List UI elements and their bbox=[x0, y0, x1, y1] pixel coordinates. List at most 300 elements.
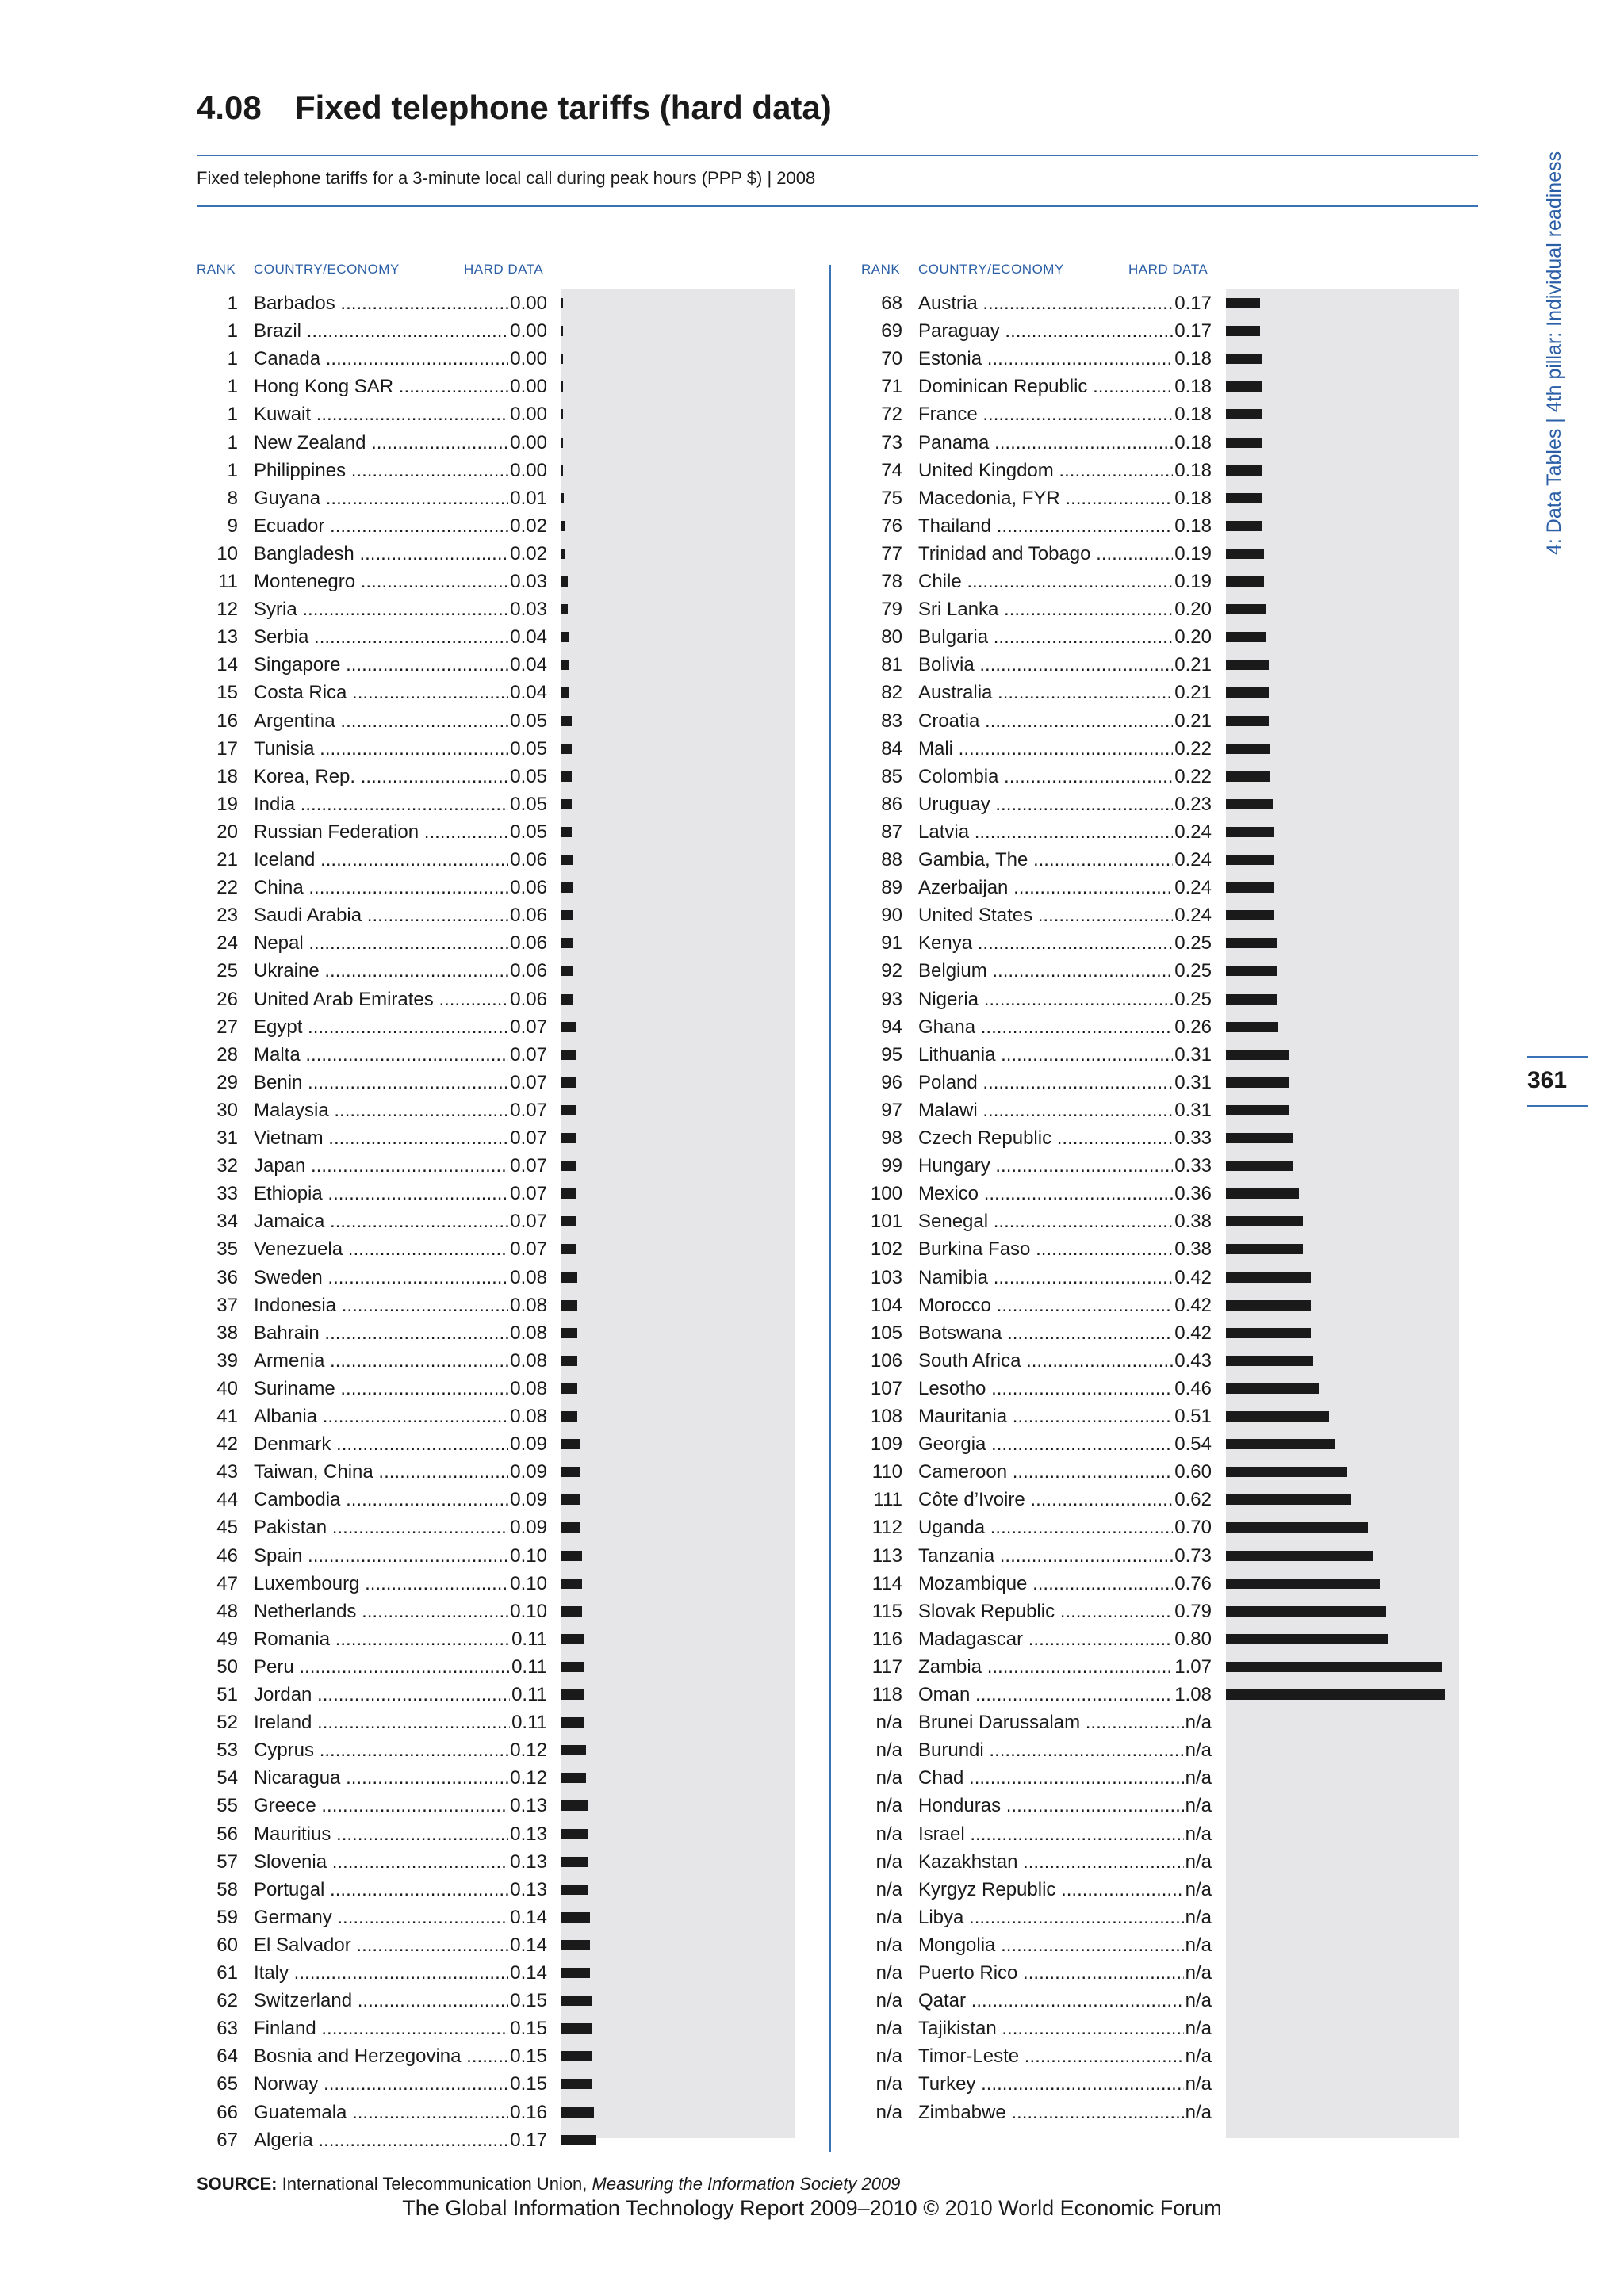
value-cell: 0.15 bbox=[508, 2071, 547, 2098]
table-number: 4.08 bbox=[197, 89, 262, 126]
rank-cell: 88 bbox=[881, 849, 902, 871]
table-row bbox=[197, 485, 795, 512]
table-row bbox=[861, 1904, 1459, 1931]
value-bar bbox=[1226, 1300, 1311, 1311]
value-cell: 0.00 bbox=[508, 457, 547, 484]
value-cell: 0.05 bbox=[508, 708, 547, 735]
page-number-rule-bottom bbox=[1527, 1105, 1588, 1107]
table-row bbox=[861, 457, 1459, 484]
value-bar bbox=[561, 298, 563, 308]
value-bar bbox=[561, 882, 573, 893]
value-bar bbox=[1226, 1161, 1293, 1171]
table-subtitle: Fixed telephone tariffs for a 3-minute local call during peak hours (PPP $) | 2008 bbox=[197, 168, 816, 188]
table-row bbox=[197, 1070, 795, 1096]
value-bar bbox=[561, 354, 563, 364]
value-cell: 0.05 bbox=[508, 819, 547, 846]
value-bar bbox=[561, 1077, 576, 1088]
value-bar bbox=[561, 1885, 588, 1895]
country-cell: Israel ..... bbox=[918, 1821, 1186, 1848]
table-row bbox=[861, 652, 1459, 679]
country-cell: Netherlands ..... bbox=[254, 1598, 522, 1625]
country-cell: Barbados ..... bbox=[254, 290, 522, 317]
country-cell: Chile ..... bbox=[918, 568, 1186, 595]
value-cell: 0.17 bbox=[508, 2127, 547, 2154]
value-bar bbox=[561, 1606, 582, 1617]
table-row bbox=[197, 902, 795, 929]
value-bar bbox=[1226, 1439, 1335, 1449]
value-cell: 0.03 bbox=[508, 596, 547, 623]
table-row bbox=[861, 1765, 1459, 1792]
value-cell: 0.43 bbox=[1173, 1348, 1212, 1375]
value-bar bbox=[1226, 938, 1277, 948]
value-bar bbox=[1226, 1050, 1289, 1060]
table-row bbox=[861, 1153, 1459, 1180]
table-row bbox=[197, 847, 795, 874]
table-row bbox=[861, 541, 1459, 568]
country-cell: Algeria ..... bbox=[254, 2127, 522, 2154]
page-number: 361 bbox=[1527, 1067, 1568, 1093]
value-cell: 0.33 bbox=[1173, 1153, 1212, 1180]
country-cell: Ecuador ..... bbox=[254, 513, 522, 540]
country-cell: Montenegro ..... bbox=[254, 568, 522, 595]
country-cell: Estonia ..... bbox=[918, 346, 1186, 373]
value-cell: 0.18 bbox=[1173, 401, 1212, 428]
value-cell: n/a bbox=[1184, 1932, 1212, 1959]
value-bar bbox=[561, 1996, 592, 2006]
value-bar bbox=[1226, 465, 1262, 476]
table-row bbox=[197, 430, 795, 457]
table-row bbox=[197, 1904, 795, 1931]
value-cell: 0.00 bbox=[508, 401, 547, 428]
rank-cell: 1 bbox=[227, 404, 238, 426]
value-bar bbox=[561, 1494, 580, 1505]
value-bar bbox=[561, 2051, 592, 2061]
value-bar bbox=[561, 1773, 586, 1783]
value-bar bbox=[561, 771, 572, 782]
value-cell: 0.08 bbox=[508, 1265, 547, 1292]
value-cell: n/a bbox=[1184, 1960, 1212, 1987]
country-cell: France ..... bbox=[918, 401, 1186, 428]
table-row bbox=[861, 1598, 1459, 1625]
table-row bbox=[197, 624, 795, 651]
value-bar bbox=[1226, 994, 1277, 1004]
value-bar bbox=[1226, 1105, 1289, 1115]
value-cell: 1.07 bbox=[1173, 1654, 1212, 1681]
table-row bbox=[197, 1737, 795, 1764]
value-cell: 0.07 bbox=[508, 1125, 547, 1152]
rank-cell: 75 bbox=[881, 487, 902, 509]
value-bar bbox=[1226, 632, 1266, 642]
rank-cell: 30 bbox=[216, 1099, 238, 1121]
country-cell: Ethiopia ..... bbox=[254, 1181, 522, 1207]
rank-cell: 49 bbox=[216, 1628, 238, 1650]
rank-cell: 60 bbox=[216, 1934, 238, 1956]
value-cell: 0.13 bbox=[508, 1821, 547, 1848]
value-cell: 0.70 bbox=[1173, 1514, 1212, 1541]
country-cell: Brunei Darussalam ..... bbox=[918, 1709, 1186, 1736]
value-bar bbox=[561, 966, 573, 976]
rank-cell: 44 bbox=[216, 1489, 238, 1511]
rank-cell: 11 bbox=[218, 571, 238, 592]
table-row bbox=[861, 1849, 1459, 1876]
value-cell: 0.24 bbox=[1173, 819, 1212, 846]
rank-cell: 59 bbox=[216, 1906, 238, 1928]
rank-cell: 21 bbox=[216, 849, 238, 871]
value-bar bbox=[1226, 1578, 1380, 1589]
rank-cell: n/a bbox=[875, 2101, 902, 2123]
value-bar bbox=[1226, 1411, 1329, 1422]
value-bar bbox=[561, 1634, 584, 1644]
section-side-label: 4: Data Tables | 4th pillar: Individual readiness bbox=[1543, 151, 1565, 555]
country-cell: Portugal ..... bbox=[254, 1877, 522, 1904]
value-bar bbox=[1226, 882, 1274, 893]
value-bar bbox=[1226, 1244, 1303, 1254]
table-row bbox=[197, 2127, 795, 2154]
page-number-rule-top bbox=[1527, 1056, 1588, 1058]
country-cell: Botswana ..... bbox=[918, 1320, 1186, 1347]
value-cell: 0.06 bbox=[508, 902, 547, 929]
value-cell: 0.15 bbox=[508, 2043, 547, 2070]
value-bar bbox=[1226, 576, 1264, 587]
value-bar bbox=[561, 938, 573, 948]
source-label: SOURCE: bbox=[197, 2174, 278, 2194]
value-bar bbox=[1226, 298, 1260, 308]
rank-cell: 117 bbox=[871, 1655, 902, 1678]
rank-cell: 81 bbox=[881, 654, 902, 676]
country-cell: El Salvador ..... bbox=[254, 1932, 522, 1959]
country-cell: Mexico ..... bbox=[918, 1181, 1186, 1207]
rank-cell: 54 bbox=[216, 1767, 238, 1789]
country-cell: Belgium ..... bbox=[918, 958, 1186, 985]
value-bar bbox=[1226, 381, 1262, 392]
rank-cell: 116 bbox=[871, 1628, 902, 1650]
rank-cell: 90 bbox=[881, 905, 902, 927]
table-row bbox=[861, 902, 1459, 929]
value-bar bbox=[561, 1439, 580, 1449]
source-note bbox=[197, 2174, 900, 2195]
value-bar bbox=[1226, 687, 1269, 698]
rank-cell: 10 bbox=[216, 542, 238, 564]
table-row bbox=[861, 1571, 1459, 1598]
value-cell: 0.06 bbox=[508, 847, 547, 874]
value-cell: 0.31 bbox=[1173, 1042, 1212, 1069]
country-cell: Honduras ..... bbox=[918, 1793, 1186, 1820]
rank-cell: 35 bbox=[216, 1238, 238, 1261]
rank-cell: 27 bbox=[216, 1016, 238, 1038]
value-cell: 0.33 bbox=[1173, 1125, 1212, 1152]
value-cell: 0.18 bbox=[1173, 346, 1212, 373]
rank-cell: n/a bbox=[875, 1712, 902, 1734]
value-cell: n/a bbox=[1184, 1988, 1212, 2015]
country-cell: Bulgaria ..... bbox=[918, 624, 1186, 651]
value-cell: 0.00 bbox=[508, 346, 547, 373]
value-cell: 0.21 bbox=[1173, 652, 1212, 679]
value-bar bbox=[561, 493, 564, 503]
table-row bbox=[861, 1125, 1459, 1152]
table-row bbox=[861, 346, 1459, 373]
value-bar bbox=[561, 2023, 592, 2034]
rank-cell: 32 bbox=[216, 1155, 238, 1177]
value-bar bbox=[561, 1328, 577, 1338]
rank-cell: 48 bbox=[216, 1600, 238, 1622]
rank-cell: 31 bbox=[216, 1127, 238, 1149]
country-cell: Thailand ..... bbox=[918, 513, 1186, 540]
value-cell: 0.00 bbox=[508, 430, 547, 457]
table-row bbox=[197, 1821, 795, 1848]
value-cell: 0.20 bbox=[1173, 596, 1212, 623]
table-row bbox=[861, 763, 1459, 790]
value-bar bbox=[561, 855, 573, 865]
table-row bbox=[197, 1626, 795, 1653]
right-country-header: COUNTRY/ECONOMY bbox=[918, 262, 1064, 277]
table-row bbox=[861, 1960, 1459, 1987]
table-row bbox=[197, 1793, 795, 1820]
country-cell: Paraguay ..... bbox=[918, 318, 1186, 345]
table-row bbox=[861, 1514, 1459, 1541]
value-bar bbox=[561, 2135, 596, 2145]
country-cell: Poland ..... bbox=[918, 1070, 1186, 1096]
table-row bbox=[861, 1320, 1459, 1347]
rank-cell: 64 bbox=[216, 2045, 238, 2068]
rank-cell: n/a bbox=[875, 1767, 902, 1789]
value-bar bbox=[1226, 604, 1266, 614]
rank-cell: n/a bbox=[875, 1990, 902, 2012]
rank-cell: 72 bbox=[881, 404, 902, 426]
table-row bbox=[861, 1097, 1459, 1124]
value-cell: 0.07 bbox=[508, 1208, 547, 1235]
table-row bbox=[197, 346, 795, 373]
country-cell: Brazil ..... bbox=[254, 318, 522, 345]
table-row bbox=[197, 1487, 795, 1513]
value-bar bbox=[561, 716, 572, 726]
rank-cell: 26 bbox=[216, 988, 238, 1010]
rank-cell: n/a bbox=[875, 1878, 902, 1900]
country-cell: Slovak Republic ..... bbox=[918, 1598, 1186, 1625]
table-row bbox=[861, 513, 1459, 540]
value-bar bbox=[561, 1578, 582, 1589]
country-cell: Burundi ..... bbox=[918, 1737, 1186, 1764]
left-country-header: COUNTRY/ECONOMY bbox=[254, 262, 400, 277]
rank-cell: 80 bbox=[881, 626, 902, 649]
table-row bbox=[861, 736, 1459, 763]
rank-cell: 57 bbox=[216, 1850, 238, 1873]
country-cell: Jordan ..... bbox=[254, 1682, 522, 1709]
value-bar bbox=[561, 1968, 590, 1978]
rank-cell: 79 bbox=[881, 599, 902, 621]
value-cell: 0.23 bbox=[1173, 791, 1212, 818]
table-row bbox=[861, 1292, 1459, 1319]
rank-cell: 18 bbox=[216, 765, 238, 787]
country-cell: Libya ..... bbox=[918, 1904, 1186, 1931]
value-bar bbox=[561, 1383, 577, 1394]
country-cell: Cyprus ..... bbox=[254, 1737, 522, 1764]
rank-cell: 37 bbox=[216, 1294, 238, 1316]
country-cell: China ..... bbox=[254, 874, 522, 901]
table-row bbox=[861, 1793, 1459, 1820]
table-row bbox=[861, 1208, 1459, 1235]
value-bar bbox=[1226, 409, 1262, 419]
table-row bbox=[861, 624, 1459, 651]
value-cell: 0.08 bbox=[508, 1320, 547, 1347]
table-title: Fixed telephone tariffs (hard data) bbox=[295, 89, 832, 126]
rank-cell: 105 bbox=[870, 1322, 902, 1344]
table-row bbox=[197, 930, 795, 957]
rank-cell: 36 bbox=[216, 1266, 238, 1288]
value-cell: 0.07 bbox=[508, 1097, 547, 1124]
rank-cell: 1 bbox=[227, 459, 238, 481]
rank-cell: 113 bbox=[871, 1544, 902, 1567]
rank-cell: 74 bbox=[881, 459, 902, 481]
country-cell: United States ..... bbox=[918, 902, 1186, 929]
table-row bbox=[197, 958, 795, 985]
value-bar bbox=[1226, 827, 1274, 837]
value-cell: 0.09 bbox=[508, 1514, 547, 1541]
value-cell: 0.73 bbox=[1173, 1543, 1212, 1570]
table-row bbox=[197, 1236, 795, 1263]
value-bar bbox=[1226, 855, 1274, 865]
value-cell: 0.00 bbox=[508, 290, 547, 317]
value-cell: n/a bbox=[1184, 2043, 1212, 2070]
value-bar bbox=[1226, 1551, 1373, 1561]
value-cell: 0.08 bbox=[508, 1403, 547, 1430]
value-cell: 0.03 bbox=[508, 568, 547, 595]
value-bar bbox=[1226, 716, 1269, 726]
country-cell: Qatar ..... bbox=[918, 1988, 1186, 2015]
rank-cell: 89 bbox=[881, 877, 902, 899]
table-row bbox=[861, 401, 1459, 428]
value-cell: 0.07 bbox=[508, 1014, 547, 1041]
value-cell: 0.02 bbox=[508, 513, 547, 540]
value-cell: 0.21 bbox=[1173, 679, 1212, 706]
value-bar bbox=[1226, 354, 1262, 364]
value-bar bbox=[1226, 1022, 1278, 1032]
table-row bbox=[197, 1514, 795, 1541]
value-bar bbox=[1226, 326, 1260, 336]
country-cell: Guyana ..... bbox=[254, 485, 522, 512]
country-cell: Finland ..... bbox=[254, 2015, 522, 2042]
table-row bbox=[861, 874, 1459, 901]
rank-cell: 38 bbox=[216, 1322, 238, 1344]
table-row bbox=[197, 679, 795, 706]
value-cell: 0.14 bbox=[508, 1960, 547, 1987]
rank-cell: n/a bbox=[875, 2018, 902, 2040]
value-cell: 0.10 bbox=[508, 1598, 547, 1625]
rank-cell: n/a bbox=[875, 1934, 902, 1956]
table-row bbox=[197, 373, 795, 400]
table-row bbox=[861, 2015, 1459, 2042]
country-cell: Kenya ..... bbox=[918, 930, 1186, 957]
country-cell: Puerto Rico ..... bbox=[918, 1960, 1186, 1987]
country-cell: Bosnia and Herzegovina ..... bbox=[254, 2043, 522, 2070]
value-cell: 0.42 bbox=[1173, 1292, 1212, 1319]
right-value-header: HARD DATA bbox=[1128, 262, 1208, 277]
rank-cell: 104 bbox=[870, 1294, 902, 1316]
value-cell: 0.80 bbox=[1173, 1626, 1212, 1653]
rank-cell: 73 bbox=[881, 431, 902, 453]
table-row bbox=[197, 596, 795, 623]
country-cell: Bangladesh ..... bbox=[254, 541, 522, 568]
rank-cell: 1 bbox=[227, 348, 238, 370]
country-cell: Cambodia ..... bbox=[254, 1487, 522, 1513]
rank-cell: 22 bbox=[216, 877, 238, 899]
country-cell: Côte d’Ivoire ..... bbox=[918, 1487, 1186, 1513]
rank-cell: 15 bbox=[216, 682, 238, 704]
value-bar bbox=[1226, 799, 1273, 809]
value-cell: 0.36 bbox=[1173, 1181, 1212, 1207]
value-bar bbox=[561, 1133, 576, 1143]
table-row bbox=[197, 1403, 795, 1430]
page-footer: The Global Information Technology Report 2009–2010 © 2010 World Economic Forum bbox=[402, 2196, 1222, 2220]
value-bar bbox=[1226, 1383, 1319, 1394]
value-bar bbox=[561, 409, 563, 419]
country-cell: Peru ..... bbox=[254, 1654, 522, 1681]
rank-cell: 1 bbox=[227, 320, 238, 342]
country-cell: Singapore ..... bbox=[254, 652, 522, 679]
value-cell: 0.17 bbox=[1173, 318, 1212, 345]
rank-cell: 43 bbox=[216, 1461, 238, 1483]
country-cell: United Arab Emirates ..... bbox=[254, 986, 522, 1013]
rank-cell: 84 bbox=[881, 737, 902, 760]
value-cell: 0.22 bbox=[1173, 763, 1212, 790]
value-bar bbox=[561, 549, 565, 559]
value-cell: 0.24 bbox=[1173, 847, 1212, 874]
table-row bbox=[197, 1320, 795, 1347]
value-cell: 0.08 bbox=[508, 1292, 547, 1319]
value-cell: 0.04 bbox=[508, 624, 547, 651]
rank-cell: 29 bbox=[216, 1071, 238, 1093]
country-cell: Nicaragua ..... bbox=[254, 1765, 522, 1792]
table-row bbox=[861, 2043, 1459, 2070]
rank-cell: 107 bbox=[870, 1377, 902, 1399]
rank-cell: 91 bbox=[881, 932, 902, 955]
country-cell: Mongolia ..... bbox=[918, 1932, 1186, 1959]
table-row bbox=[861, 1181, 1459, 1207]
table-row bbox=[861, 930, 1459, 957]
rank-cell: 92 bbox=[881, 960, 902, 982]
table-row bbox=[861, 1737, 1459, 1764]
table-row bbox=[861, 596, 1459, 623]
rank-cell: 65 bbox=[216, 2073, 238, 2095]
rank-cell: 14 bbox=[216, 654, 238, 676]
country-cell: Kazakhstan ..... bbox=[918, 1849, 1186, 1876]
country-cell: Benin ..... bbox=[254, 1070, 522, 1096]
value-cell: n/a bbox=[1184, 2071, 1212, 2098]
country-cell: Azerbaijan ..... bbox=[918, 874, 1186, 901]
value-cell: 0.15 bbox=[508, 2015, 547, 2042]
table-row bbox=[861, 318, 1459, 345]
left-rank-header: RANK bbox=[197, 262, 236, 277]
country-cell: Pakistan ..... bbox=[254, 1514, 522, 1541]
country-cell: Mauritania ..... bbox=[918, 1403, 1186, 1430]
country-cell: Malawi ..... bbox=[918, 1097, 1186, 1124]
value-cell: 0.07 bbox=[508, 1042, 547, 1069]
table-row bbox=[861, 958, 1459, 985]
rank-cell: 17 bbox=[216, 737, 238, 760]
rank-cell: n/a bbox=[875, 1962, 902, 1984]
value-bar bbox=[561, 1551, 582, 1561]
rank-cell: 68 bbox=[881, 293, 902, 314]
value-bar bbox=[561, 1105, 576, 1115]
rank-cell: 40 bbox=[216, 1377, 238, 1399]
country-cell: Uganda ..... bbox=[918, 1514, 1186, 1541]
value-bar bbox=[1226, 744, 1270, 754]
table-row bbox=[197, 1014, 795, 1041]
rank-cell: 1 bbox=[227, 431, 238, 453]
value-bar bbox=[1226, 1133, 1293, 1143]
value-cell: 0.17 bbox=[1173, 290, 1212, 317]
country-cell: Sweden ..... bbox=[254, 1265, 522, 1292]
rank-cell: 70 bbox=[881, 348, 902, 370]
